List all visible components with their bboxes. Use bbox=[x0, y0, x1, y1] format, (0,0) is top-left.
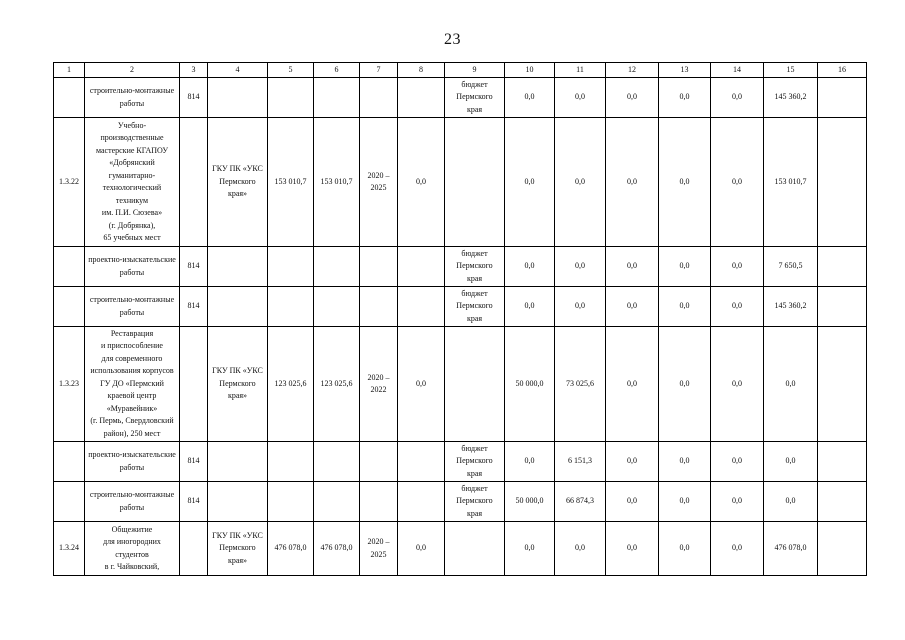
table-cell: 145 360,2 bbox=[764, 287, 818, 327]
table-cell: 0,0 bbox=[764, 327, 818, 442]
table-cell: 0,0 bbox=[505, 442, 555, 482]
table-cell: 814 bbox=[180, 442, 208, 482]
table-cell: бюджет Пермского края bbox=[445, 442, 505, 482]
table-cell bbox=[180, 522, 208, 576]
table-cell bbox=[268, 482, 314, 522]
table-cell bbox=[398, 287, 445, 327]
table-body bbox=[54, 78, 867, 576]
table-cell: 0,0 bbox=[555, 118, 606, 247]
table-cell: 0,0 bbox=[659, 118, 711, 247]
table-cell: 0,0 bbox=[764, 442, 818, 482]
table-cell: 0,0 bbox=[505, 247, 555, 287]
table-cell bbox=[360, 482, 398, 522]
table-cell: 50 000,0 bbox=[505, 327, 555, 442]
table-cell bbox=[208, 247, 268, 287]
table-cell bbox=[445, 118, 505, 247]
column-header: 2 bbox=[85, 63, 180, 78]
table-cell: 0,0 bbox=[505, 118, 555, 247]
table-cell: 0,0 bbox=[711, 327, 764, 442]
table-cell bbox=[268, 287, 314, 327]
table-cell: проектно-изыскательские работы bbox=[85, 442, 180, 482]
table-cell: 476 078,0 bbox=[314, 522, 360, 576]
table-cell: 0,0 bbox=[711, 287, 764, 327]
table-cell bbox=[208, 482, 268, 522]
table-cell bbox=[360, 247, 398, 287]
table-cell: бюджет Пермского края bbox=[445, 287, 505, 327]
table-cell: 0,0 bbox=[711, 442, 764, 482]
table-cell bbox=[180, 327, 208, 442]
table-cell: 6 151,3 bbox=[555, 442, 606, 482]
table-cell: 153 010,7 bbox=[314, 118, 360, 247]
table-cell: 7 650,5 bbox=[764, 247, 818, 287]
table-cell: бюджет Пермского края bbox=[445, 78, 505, 118]
table-cell bbox=[445, 522, 505, 576]
table-cell bbox=[818, 287, 867, 327]
table-cell: 0,0 bbox=[606, 118, 659, 247]
table-cell: 2020 – 2022 bbox=[360, 327, 398, 442]
table-cell: 0,0 bbox=[398, 327, 445, 442]
table-cell: 0,0 bbox=[711, 118, 764, 247]
table-cell: 1.3.22 bbox=[54, 118, 85, 247]
table-cell: ГКУ ПК «УКС Пермского края» bbox=[208, 327, 268, 442]
table-cell bbox=[818, 327, 867, 442]
table-cell: 0,0 bbox=[606, 287, 659, 327]
table-cell: 0,0 bbox=[555, 522, 606, 576]
table-row bbox=[54, 522, 867, 576]
table-cell: 0,0 bbox=[711, 78, 764, 118]
header-row bbox=[54, 63, 867, 78]
table-cell: 476 078,0 bbox=[764, 522, 818, 576]
table-cell: строительно-монтажные работы bbox=[85, 287, 180, 327]
table-cell bbox=[398, 247, 445, 287]
table-cell: 0,0 bbox=[606, 327, 659, 442]
table-cell: 0,0 bbox=[659, 482, 711, 522]
table-cell bbox=[398, 442, 445, 482]
column-header: 14 bbox=[711, 63, 764, 78]
table-cell: строительно-монтажные работы bbox=[85, 78, 180, 118]
table-cell: 2020 – 2025 bbox=[360, 118, 398, 247]
column-header: 12 bbox=[606, 63, 659, 78]
table-cell bbox=[818, 482, 867, 522]
table-cell bbox=[314, 78, 360, 118]
table-cell bbox=[268, 247, 314, 287]
table-cell: 0,0 bbox=[555, 247, 606, 287]
table-cell: 0,0 bbox=[606, 522, 659, 576]
table-cell: 0,0 bbox=[555, 78, 606, 118]
table-cell: бюджет Пермского края bbox=[445, 247, 505, 287]
table-cell: 0,0 bbox=[659, 247, 711, 287]
table-cell: 814 bbox=[180, 78, 208, 118]
table-cell: 0,0 bbox=[711, 247, 764, 287]
table-cell: 123 025,6 bbox=[314, 327, 360, 442]
table-cell: 0,0 bbox=[659, 442, 711, 482]
table-row bbox=[54, 442, 867, 482]
table-cell: 0,0 bbox=[606, 442, 659, 482]
table-cell: 814 bbox=[180, 287, 208, 327]
table-cell: 476 078,0 bbox=[268, 522, 314, 576]
column-header: 9 bbox=[445, 63, 505, 78]
table-cell: 0,0 bbox=[606, 78, 659, 118]
table-cell: ГКУ ПК «УКС Пермского края» bbox=[208, 118, 268, 247]
table-cell bbox=[54, 78, 85, 118]
table-cell bbox=[208, 78, 268, 118]
table-cell: 0,0 bbox=[711, 522, 764, 576]
table-cell: 0,0 bbox=[505, 78, 555, 118]
table-cell: 0,0 bbox=[711, 482, 764, 522]
table-cell: 0,0 bbox=[764, 482, 818, 522]
column-header: 4 bbox=[208, 63, 268, 78]
page-number: 23 bbox=[444, 31, 461, 48]
table-cell: 0,0 bbox=[505, 522, 555, 576]
table-cell: 0,0 bbox=[659, 327, 711, 442]
table-cell bbox=[208, 442, 268, 482]
table-cell bbox=[268, 442, 314, 482]
table-cell bbox=[314, 287, 360, 327]
column-header: 1 bbox=[54, 63, 85, 78]
column-header: 6 bbox=[314, 63, 360, 78]
table-cell bbox=[54, 482, 85, 522]
table-cell bbox=[54, 247, 85, 287]
table-cell: 153 010,7 bbox=[764, 118, 818, 247]
table-cell: 73 025,6 bbox=[555, 327, 606, 442]
table-cell: 0,0 bbox=[606, 482, 659, 522]
column-header: 10 bbox=[505, 63, 555, 78]
table-cell: 0,0 bbox=[659, 522, 711, 576]
table-cell: 0,0 bbox=[659, 287, 711, 327]
budget-table bbox=[53, 62, 867, 576]
table-cell: 0,0 bbox=[398, 522, 445, 576]
table-cell bbox=[360, 442, 398, 482]
table-cell bbox=[398, 78, 445, 118]
table-cell bbox=[360, 287, 398, 327]
column-header: 11 bbox=[555, 63, 606, 78]
table-cell: 0,0 bbox=[659, 78, 711, 118]
table-cell bbox=[818, 247, 867, 287]
table-row bbox=[54, 287, 867, 327]
table-cell: 0,0 bbox=[505, 287, 555, 327]
table-cell bbox=[445, 327, 505, 442]
table-cell bbox=[398, 482, 445, 522]
table-cell: 50 000,0 bbox=[505, 482, 555, 522]
table-cell: 0,0 bbox=[606, 247, 659, 287]
table-cell: Реставрация и приспособление для современного использования корпусов ГУ ДО «Пермский краевой центр «Муравейник» (г. Пермь, Свердловский район), 250 мест bbox=[85, 327, 180, 442]
table-cell: Учебно- производственные мастерские КГАПОУ «Добрянский гуманитарно- технологический техникум им. П.И. Сюзева» (г. Добрянка), 65 учебных мест bbox=[85, 118, 180, 247]
table-cell bbox=[818, 78, 867, 118]
table-row bbox=[54, 78, 867, 118]
table-cell: 1.3.24 bbox=[54, 522, 85, 576]
table-row bbox=[54, 247, 867, 287]
table-cell: 0,0 bbox=[398, 118, 445, 247]
table-cell: 66 874,3 bbox=[555, 482, 606, 522]
table-cell bbox=[268, 78, 314, 118]
table-cell: 814 bbox=[180, 247, 208, 287]
column-header: 5 bbox=[268, 63, 314, 78]
table-cell bbox=[54, 287, 85, 327]
table-cell bbox=[54, 442, 85, 482]
column-header: 16 bbox=[818, 63, 867, 78]
table-cell bbox=[314, 482, 360, 522]
table-cell bbox=[818, 522, 867, 576]
table-cell: 123 025,6 bbox=[268, 327, 314, 442]
table-cell: бюджет Пермского края bbox=[445, 482, 505, 522]
column-header: 3 bbox=[180, 63, 208, 78]
table-cell: строительно-монтажные работы bbox=[85, 482, 180, 522]
table-cell: 145 360,2 bbox=[764, 78, 818, 118]
table-cell bbox=[208, 287, 268, 327]
column-header: 7 bbox=[360, 63, 398, 78]
table-cell: 0,0 bbox=[555, 287, 606, 327]
table-cell bbox=[360, 78, 398, 118]
table-cell bbox=[818, 442, 867, 482]
table-cell bbox=[314, 247, 360, 287]
table-cell: проектно-изыскательские работы bbox=[85, 247, 180, 287]
table-cell: 814 bbox=[180, 482, 208, 522]
table-row bbox=[54, 118, 867, 247]
column-header: 15 bbox=[764, 63, 818, 78]
table-cell bbox=[180, 118, 208, 247]
column-header: 8 bbox=[398, 63, 445, 78]
table-cell: ГКУ ПК «УКС Пермского края» bbox=[208, 522, 268, 576]
column-header: 13 bbox=[659, 63, 711, 78]
table-cell: 153 010,7 bbox=[268, 118, 314, 247]
table-cell: 1.3.23 bbox=[54, 327, 85, 442]
table-cell: Общежитие для иногородних студентов в г. Чайковский, bbox=[85, 522, 180, 576]
table-cell bbox=[818, 118, 867, 247]
table-row bbox=[54, 482, 867, 522]
table-cell: 2020 – 2025 bbox=[360, 522, 398, 576]
table-cell bbox=[314, 442, 360, 482]
table-row bbox=[54, 327, 867, 442]
